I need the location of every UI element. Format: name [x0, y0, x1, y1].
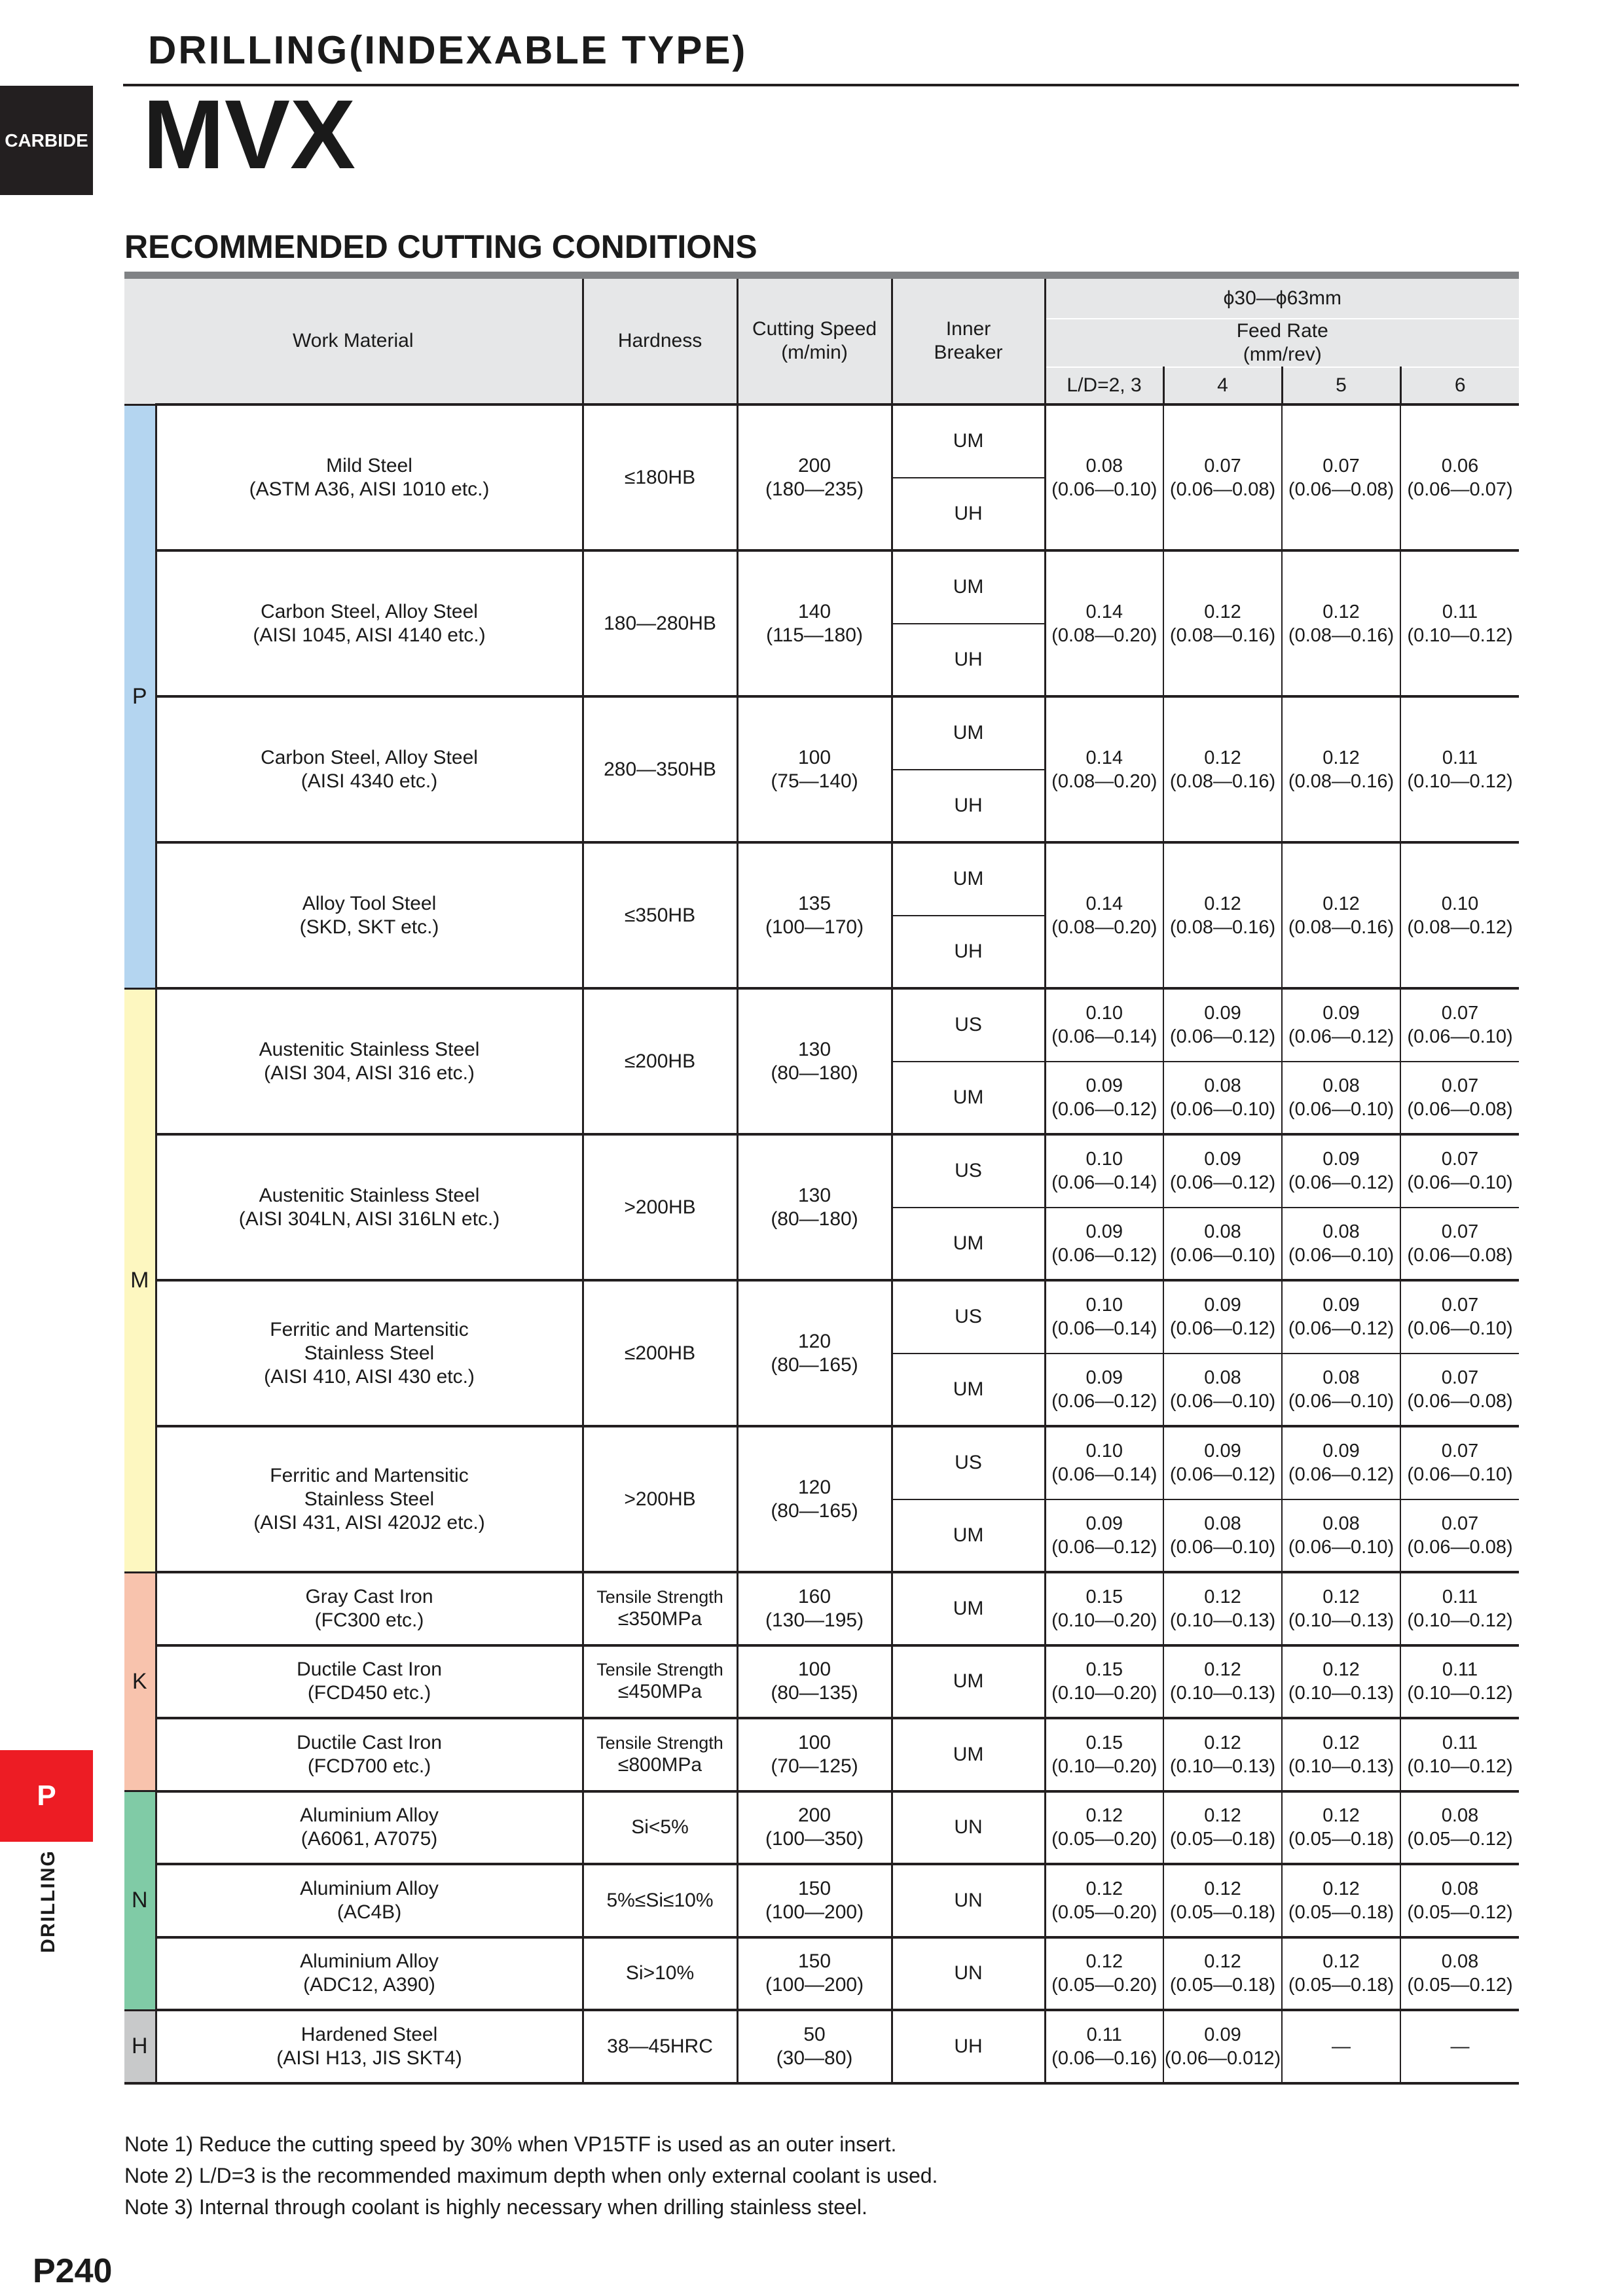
cutting-speed-cell: 200 (180—235) [737, 404, 892, 550]
feed-rate-cell: 0.08 (0.06—0.10) [1282, 1354, 1400, 1427]
inner-breaker-cell: UH [892, 624, 1045, 697]
feed-rate-cell: 0.14 (0.08—0.20) [1045, 842, 1163, 988]
feed-rate-cell: 0.07 (0.06—0.08) [1400, 1354, 1519, 1427]
inner-breaker-cell: UN [892, 1791, 1045, 1865]
inner-breaker-cell: UM [892, 1499, 1045, 1573]
feed-rate-cell: 0.11 (0.10—0.12) [1400, 696, 1519, 842]
feed-rate-cell: 0.12 (0.10—0.13) [1282, 1718, 1400, 1791]
work-material-cell: Carbon Steel, Alloy Steel (AISI 1045, AISI 4140 etc.) [156, 550, 583, 696]
feed-rate-cell: 0.08 (0.06—0.10) [1045, 404, 1163, 550]
feed-rate-cell: 0.12 (0.08—0.16) [1282, 696, 1400, 842]
cutting-speed-cell: 120 (80—165) [737, 1426, 892, 1572]
model-name: MVX [143, 79, 356, 189]
feed-rate-cell: 0.09 (0.06—0.12) [1045, 1499, 1163, 1573]
table-row [124, 842, 1519, 916]
feed-rate-cell: 0.08 (0.05—0.12) [1400, 1864, 1519, 1937]
work-material-cell: Austenitic Stainless Steel (AISI 304LN, AISI 316LN etc.) [156, 1134, 583, 1280]
feed-rate-cell: 0.09 (0.06—0.12) [1045, 1062, 1163, 1135]
feed-rate-cell: 0.08 (0.05—0.12) [1400, 1791, 1519, 1865]
feed-rate-cell: 0.12 (0.08—0.16) [1282, 842, 1400, 988]
inner-breaker-cell: UM [892, 696, 1045, 770]
feed-rate-cell: 0.11 (0.10—0.12) [1400, 1718, 1519, 1791]
header-hardness: Hardness [583, 276, 737, 405]
section-tab-p[interactable]: P [0, 1750, 93, 1842]
material-group-k: K [124, 1572, 156, 1791]
feed-rate-cell: 0.08 (0.05—0.12) [1400, 1937, 1519, 2011]
inner-breaker-cell: UM [892, 550, 1045, 624]
feed-rate-cell: 0.09 (0.06—0.12) [1163, 988, 1282, 1062]
feed-rate-cell: 0.15 (0.10—0.20) [1045, 1645, 1163, 1719]
table-row [124, 1791, 1519, 1865]
feed-rate-cell: 0.11 (0.10—0.12) [1400, 1645, 1519, 1719]
feed-rate-cell: 0.14 (0.08—0.20) [1045, 696, 1163, 842]
feed-rate-cell: 0.12 (0.05—0.18) [1282, 1937, 1400, 2011]
feed-rate-cell: 0.09 (0.06—0.12) [1282, 988, 1400, 1062]
cutting-speed-cell: 100 (75—140) [737, 696, 892, 842]
cutting-speed-cell: 150 (100—200) [737, 1864, 892, 1937]
feed-rate-cell: 0.10 (0.08—0.12) [1400, 842, 1519, 988]
feed-rate-cell: 0.09 (0.06—0.12) [1163, 1426, 1282, 1499]
feed-rate-cell: 0.12 (0.05—0.20) [1045, 1937, 1163, 2011]
inner-breaker-cell: UM [892, 1354, 1045, 1427]
inner-breaker-cell: UH [892, 2010, 1045, 2083]
cutting-speed-cell: 100 (80—135) [737, 1645, 892, 1719]
table-row [124, 1937, 1519, 2011]
table-row [124, 1718, 1519, 1791]
feed-rate-cell: 0.12 (0.08—0.16) [1163, 696, 1282, 842]
work-material-cell: Mild Steel (ASTM A36, AISI 1010 etc.) [156, 404, 583, 550]
work-material-cell: Aluminium Alloy (AC4B) [156, 1864, 583, 1937]
feed-rate-cell: 0.12 (0.05—0.18) [1163, 1791, 1282, 1865]
feed-rate-cell: 0.07 (0.06—0.10) [1400, 1134, 1519, 1208]
feed-rate-cell: 0.14 (0.08—0.20) [1045, 550, 1163, 696]
inner-breaker-cell: US [892, 1134, 1045, 1208]
inner-breaker-cell: UN [892, 1864, 1045, 1937]
header-work-material: Work Material [124, 276, 583, 405]
feed-rate-cell: 0.08 (0.06—0.10) [1282, 1208, 1400, 1281]
feed-rate-cell: 0.12 (0.05—0.18) [1163, 1937, 1282, 2011]
inner-breaker-cell: UM [892, 1718, 1045, 1791]
feed-rate-cell: 0.06 (0.06—0.07) [1400, 404, 1519, 550]
notes [124, 2128, 938, 2223]
note-2: Note 2) L/D=3 is the recommended maximum depth when only external coolant is used. [124, 2164, 938, 2187]
note-3: Note 3) Internal through coolant is highly necessary when drilling stainless steel. [124, 2195, 867, 2219]
hardness-cell: ≤350HB [583, 842, 737, 988]
feed-rate-cell: 0.10 (0.06—0.14) [1045, 1134, 1163, 1208]
feed-rate-cell: 0.12 (0.10—0.13) [1163, 1718, 1282, 1791]
cutting-speed-cell: 100 (70—125) [737, 1718, 892, 1791]
feed-rate-cell: 0.11 (0.06—0.16) [1045, 2010, 1163, 2083]
hardness-cell: >200HB [583, 1134, 737, 1280]
inner-breaker-cell: US [892, 1280, 1045, 1354]
cutting-speed-cell: 135 (100—170) [737, 842, 892, 988]
table-row [124, 1134, 1519, 1208]
feed-rate-cell: 0.09 (0.06—0.012) [1163, 2010, 1282, 2083]
feed-rate-cell: 0.09 (0.06—0.12) [1045, 1354, 1163, 1427]
table-row [124, 1426, 1519, 1499]
feed-rate-cell: 0.11 (0.10—0.12) [1400, 550, 1519, 696]
table-row [124, 988, 1519, 1062]
hardness-cell: 38—45HRC [583, 2010, 737, 2083]
feed-rate-cell: 0.10 (0.06—0.14) [1045, 1280, 1163, 1354]
hardness-cell: ≤200HB [583, 1280, 737, 1426]
feed-rate-cell: 0.08 (0.06—0.10) [1163, 1208, 1282, 1281]
feed-rate-cell: 0.12 (0.05—0.20) [1045, 1791, 1163, 1865]
feed-rate-cell: — [1400, 2010, 1519, 2083]
header-ld-2-3: L/D=2, 3 [1045, 367, 1163, 404]
feed-rate-cell: 0.08 (0.06—0.10) [1163, 1062, 1282, 1135]
feed-rate-cell: 0.08 (0.06—0.10) [1163, 1499, 1282, 1573]
inner-breaker-cell: UH [892, 770, 1045, 843]
carbide-tab: CARBIDE [0, 86, 93, 195]
feed-rate-cell: 0.12 (0.05—0.18) [1282, 1864, 1400, 1937]
feed-rate-cell: 0.15 (0.10—0.20) [1045, 1718, 1163, 1791]
feed-rate-cell: 0.08 (0.06—0.10) [1282, 1499, 1400, 1573]
feed-rate-cell: 0.11 (0.10—0.12) [1400, 1572, 1519, 1645]
header-ld-6: 6 [1400, 367, 1519, 404]
work-material-cell: Gray Cast Iron (FC300 etc.) [156, 1572, 583, 1645]
hardness-cell: >200HB [583, 1426, 737, 1572]
work-material-cell: Alloy Tool Steel (SKD, SKT etc.) [156, 842, 583, 988]
feed-rate-cell: 0.08 (0.06—0.10) [1282, 1062, 1400, 1135]
hardness-cell: Tensile Strength ≤350MPa [583, 1572, 737, 1645]
cutting-speed-cell: 130 (80—180) [737, 1134, 892, 1280]
inner-breaker-cell: US [892, 1426, 1045, 1499]
feed-rate-cell: 0.07 (0.06—0.08) [1400, 1208, 1519, 1281]
cutting-speed-cell: 130 (80—180) [737, 988, 892, 1134]
material-group-n: N [124, 1791, 156, 2011]
feed-rate-cell: 0.12 (0.05—0.18) [1282, 1791, 1400, 1865]
table-row [124, 1280, 1519, 1354]
hardness-cell: Tensile Strength ≤450MPa [583, 1645, 737, 1719]
header-ld-5: 5 [1282, 367, 1400, 404]
cutting-speed-cell: 200 (100—350) [737, 1791, 892, 1865]
hardness-cell: ≤200HB [583, 988, 737, 1134]
feed-rate-cell: 0.10 (0.06—0.14) [1045, 1426, 1163, 1499]
header-diameter-range: ϕ30—ϕ63mm [1045, 276, 1519, 319]
cutting-speed-cell: 140 (115—180) [737, 550, 892, 696]
header-title: DRILLING(INDEXABLE TYPE) [148, 28, 748, 72]
header-ld-4: 4 [1163, 367, 1282, 404]
feed-rate-cell: 0.12 (0.08—0.16) [1163, 550, 1282, 696]
work-material-cell: Aluminium Alloy (A6061, A7075) [156, 1791, 583, 1865]
work-material-cell: Ferritic and Martensitic Stainless Steel (AISI 431, AISI 420J2 etc.) [156, 1426, 583, 1572]
feed-rate-cell: 0.09 (0.06—0.12) [1282, 1280, 1400, 1354]
feed-rate-cell: 0.07 (0.06—0.10) [1400, 1280, 1519, 1354]
cutting-conditions-table [124, 272, 1519, 2085]
hardness-cell: Si<5% [583, 1791, 737, 1865]
cutting-speed-cell: 160 (130—195) [737, 1572, 892, 1645]
feed-rate-cell: 0.09 (0.06—0.12) [1282, 1134, 1400, 1208]
feed-rate-cell: 0.07 (0.06—0.10) [1400, 988, 1519, 1062]
feed-rate-cell: 0.12 (0.05—0.18) [1163, 1864, 1282, 1937]
feed-rate-cell: 0.12 (0.05—0.20) [1045, 1864, 1163, 1937]
feed-rate-cell: 0.07 (0.06—0.08) [1400, 1062, 1519, 1135]
cutting-speed-cell: 120 (80—165) [737, 1280, 892, 1426]
inner-breaker-cell: US [892, 988, 1045, 1062]
header-feed-rate: Feed Rate (mm/rev) [1045, 319, 1519, 367]
feed-rate-cell: 0.07 (0.06—0.08) [1400, 1499, 1519, 1573]
work-material-cell: Carbon Steel, Alloy Steel (AISI 4340 etc.) [156, 696, 583, 842]
header-inner-breaker: Inner Breaker [892, 276, 1045, 405]
page-number: P240 [33, 2252, 113, 2290]
table-row [124, 2010, 1519, 2083]
section-title: RECOMMENDED CUTTING CONDITIONS [124, 228, 757, 265]
header-cutting-speed: Cutting Speed (m/min) [737, 276, 892, 405]
work-material-cell: Ductile Cast Iron (FCD450 etc.) [156, 1645, 583, 1719]
feed-rate-cell: 0.09 (0.06—0.12) [1282, 1426, 1400, 1499]
side-label-drilling: DRILLING [37, 1850, 59, 1953]
work-material-cell: Austenitic Stainless Steel (AISI 304, AISI 316 etc.) [156, 988, 583, 1134]
feed-rate-cell: 0.09 (0.06—0.12) [1163, 1280, 1282, 1354]
hardness-cell: 280—350HB [583, 696, 737, 842]
inner-breaker-cell: UH [892, 478, 1045, 551]
work-material-cell: Aluminium Alloy (ADC12, A390) [156, 1937, 583, 2011]
feed-rate-cell: 0.12 (0.10—0.13) [1163, 1645, 1282, 1719]
table-row [124, 550, 1519, 624]
feed-rate-cell: 0.12 (0.08—0.16) [1282, 550, 1400, 696]
inner-breaker-cell: UM [892, 1062, 1045, 1135]
material-group-p: P [124, 404, 156, 988]
table-row [124, 1645, 1519, 1719]
feed-rate-cell: 0.08 (0.06—0.10) [1163, 1354, 1282, 1427]
feed-rate-cell: 0.09 (0.06—0.12) [1163, 1134, 1282, 1208]
feed-rate-cell: 0.09 (0.06—0.12) [1045, 1208, 1163, 1281]
hardness-cell: Tensile Strength ≤800MPa [583, 1718, 737, 1791]
hardness-cell: 180—280HB [583, 550, 737, 696]
note-1: Note 1) Reduce the cutting speed by 30% when VP15TF is used as an outer insert. [124, 2132, 897, 2156]
material-group-m: M [124, 988, 156, 1572]
inner-breaker-cell: UM [892, 404, 1045, 478]
hardness-cell: Si>10% [583, 1937, 737, 2011]
feed-rate-cell: 0.07 (0.06—0.08) [1282, 404, 1400, 550]
hardness-cell: 5%≤Si≤10% [583, 1864, 737, 1937]
feed-rate-cell: 0.07 (0.06—0.08) [1163, 404, 1282, 550]
feed-rate-cell: 0.10 (0.06—0.14) [1045, 988, 1163, 1062]
feed-rate-cell: 0.12 (0.10—0.13) [1163, 1572, 1282, 1645]
feed-rate-cell: 0.12 (0.10—0.13) [1282, 1572, 1400, 1645]
cutting-speed-cell: 50 (30—80) [737, 2010, 892, 2083]
inner-breaker-cell: UM [892, 1645, 1045, 1719]
material-group-h: H [124, 2010, 156, 2083]
feed-rate-cell: 0.12 (0.10—0.13) [1282, 1645, 1400, 1719]
work-material-cell: Hardened Steel (AISI H13, JIS SKT4) [156, 2010, 583, 2083]
cutting-speed-cell: 150 (100—200) [737, 1937, 892, 2011]
work-material-cell: Ductile Cast Iron (FCD700 etc.) [156, 1718, 583, 1791]
inner-breaker-cell: UM [892, 1572, 1045, 1645]
feed-rate-cell: 0.07 (0.06—0.10) [1400, 1426, 1519, 1499]
feed-rate-cell: 0.12 (0.08—0.16) [1163, 842, 1282, 988]
hardness-cell: ≤180HB [583, 404, 737, 550]
inner-breaker-cell: UH [892, 916, 1045, 989]
feed-rate-cell: — [1282, 2010, 1400, 2083]
inner-breaker-cell: UN [892, 1937, 1045, 2011]
table-row [124, 1572, 1519, 1645]
table-row [124, 404, 1519, 478]
feed-rate-cell: 0.15 (0.10—0.20) [1045, 1572, 1163, 1645]
inner-breaker-cell: UM [892, 1208, 1045, 1281]
work-material-cell: Ferritic and Martensitic Stainless Steel (AISI 410, AISI 430 etc.) [156, 1280, 583, 1426]
table-row [124, 1864, 1519, 1937]
inner-breaker-cell: UM [892, 842, 1045, 916]
table-row [124, 696, 1519, 770]
